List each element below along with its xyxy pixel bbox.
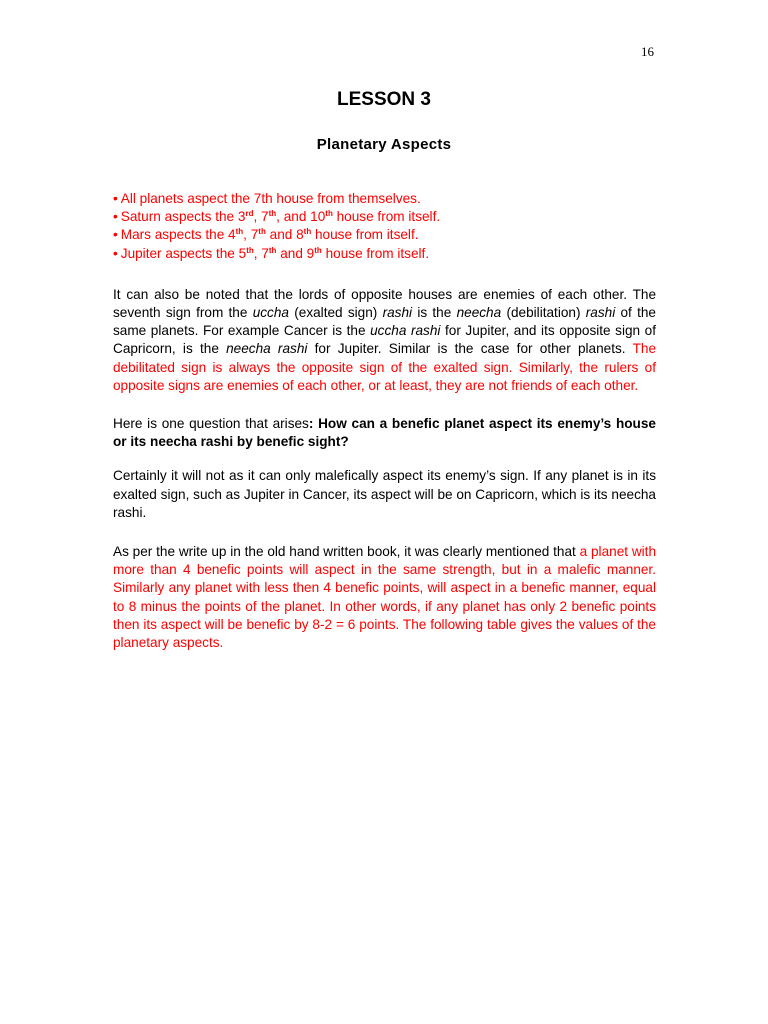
paragraph-question: Here is one question that arises: How can a benefic planet aspect its enemy’s house or its neecha rashi by benefic sight?	[113, 416, 656, 450]
document-body	[113, 190, 656, 652]
page-number: 16	[641, 44, 654, 59]
bullet-dot-icon: •	[113, 209, 118, 225]
paragraph-answer: Certainly it will not as it can only malefically aspect its enemy’s sign. If any planet is in its exalted sign, such as Jupiter in Cancer, its aspect will be on Capricorn, which is its neecha rashi.	[113, 468, 656, 520]
highlighted-text: a planet with more than 4 benefic points will aspect in the same strength, but in a malefic manner. Similarly any planet with less then 4 benefic points, will aspect in a benefic manner, equal to 8 minus the points of the planet. In other words, if any planet has only 2 benefic points then its aspect will be benefic by 8-2 = 6 points. The following table gives the values of the planetary aspects.	[113, 544, 657, 651]
bullet-dot-icon: •	[113, 245, 118, 261]
lesson-title: LESSON 3	[337, 89, 431, 110]
bullet-dot-icon: •	[113, 191, 118, 206]
question-text: : How can a benefic planet aspect its enemy’s house or its neecha rashi by benefic sight?	[113, 416, 656, 450]
paragraph-benefic-points: As per the write up in the old hand written book, it was clearly mentioned that a planet with more than 4 benefic points will aspect in the same strength, but in a malefic manner. Similarly any planet with less then 4 benefic points, will aspect in a benefic manner, equal to 8 minus the points of the planet. In other words, if any planet has only 2 benefic points then its aspect will be benefic by 8-2 = 6 points. The following table gives the values of the planetary aspects.	[113, 544, 657, 651]
highlighted-text: The debilitated sign is always the opposite sign of the exalted sign. Similarly, the rulers of opposite signs are enemies of each other, or at least, they are not friends of each other.	[113, 341, 657, 393]
bullet-item: • All planets aspect the 7th house from themselves.	[113, 190, 656, 208]
bullet-item: • Mars aspects the 4th, 7th and 8th house from itself.	[113, 226, 656, 244]
bullet-dot-icon: •	[113, 227, 118, 243]
aspect-bullet-list	[113, 190, 656, 263]
bullet-item: • Jupiter aspects the 5th, 7th and 9th house from itself.	[113, 245, 656, 263]
bullet-item: • Saturn aspects the 3rd, 7th, and 10th house from itself.	[113, 208, 656, 226]
paragraph-opposite-houses: It can also be noted that the lords of opposite houses are enemies of each other. The seventh sign from the uccha (exalted sign) rashi is the neecha (debilitation) rashi of the same planets. For example Cancer is the uccha rashi for Jupiter, and its opposite sign of Capricorn, is the neecha rashi for Jupiter. Similar is the case for other planets. The debilitated sign is always the opposite sign of the exalted sign. Similarly, the rulers of opposite signs are enemies of each other, or at least, they are not friends of each other.	[113, 286, 657, 393]
section-title: Planetary Aspects	[316, 136, 452, 153]
